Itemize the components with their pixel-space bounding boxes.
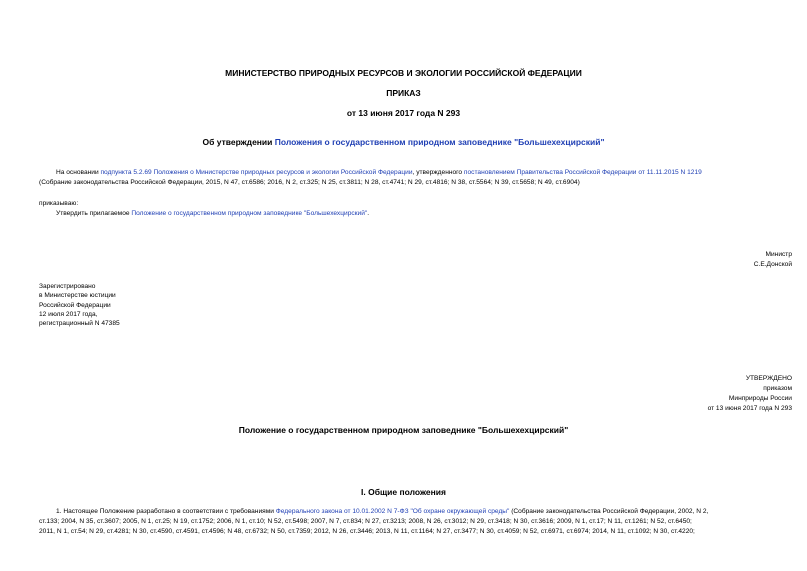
registration-line: регистрационный N 47385 bbox=[39, 320, 120, 328]
preamble-line-2: (Собрание законодательства Российской Федерации, 2015, N 47, ст.6586; 2016, N 2, ст.325; N 25, ст.3811; N 28, ст.4741; N 29, ст.4816; N 38, ст.5564; N 39, ст.5658; N 49, ст.6904) bbox=[39, 179, 580, 186]
section-heading: I. Общие положения bbox=[361, 487, 446, 497]
document-type: ПРИКАЗ bbox=[386, 88, 421, 98]
registration-block bbox=[39, 282, 120, 328]
government-decree-link[interactable]: постановлением Правительства Российской Федерации от 11.11.2015 N 1219 bbox=[463, 169, 702, 176]
approved-line: УТВЕРЖДЕНО bbox=[745, 375, 792, 382]
registration-line: Зарегистрировано bbox=[39, 283, 96, 290]
preamble-start: На основании bbox=[56, 169, 101, 176]
approved-line: приказом bbox=[763, 385, 792, 392]
document-title bbox=[0, 137, 807, 147]
approve-start: Утвердить прилагаемое bbox=[56, 210, 132, 217]
signature-name: С.Е.Донской bbox=[753, 261, 792, 268]
p1-rest: (Собрание законодательства Российской Федерации, 2002, N 2, bbox=[509, 508, 709, 515]
paragraph-1-line-3: 2011, N 1, ст.54; N 29, ст.4281; N 30, ст.4590, ст.4591, ст.4596; N 48, ст.6732; N 50, ст.7359; 2012, N 26, ст.3446; 2013, N 11, ст.1164; N 27, ст.3477; N 30, ст.4059; N 52, ст.6971, ст.6974; 2014, N 11, ст.1092; N 30, ст.4220; bbox=[39, 528, 695, 535]
approve-regulation-link[interactable]: Положение о государственном природном заповеднике "Большехехцирский" bbox=[131, 210, 368, 217]
p1-start: 1. Настоящее Положение разработано в соответствии с требованиями bbox=[56, 508, 276, 515]
approved-line: Минприроды России bbox=[728, 395, 792, 402]
approved-block bbox=[708, 374, 792, 414]
paragraph-1-line-2: ст.133; 2004, N 35, ст.3607; 2005, N 1, ст.25; N 19, ст.1752; 2006, N 1, ст.10; N 52, ст.5498; 2007, N 7, ст.834; N 27, ст.3213; 2008, N 26, ст.3012; N 29, ст.3418; N 30, ст.3616; 2009, N 1, ст.17; N 11, ст.1261; N 52, ст.6450; bbox=[39, 518, 692, 525]
ministry-heading: МИНИСТЕРСТВО ПРИРОДНЫХ РЕСУРСОВ И ЭКОЛОГИИ РОССИЙСКОЙ ФЕДЕРАЦИИ bbox=[225, 68, 582, 78]
preamble-line-1 bbox=[56, 168, 702, 177]
document-date-number: от 13 июня 2017 года N 293 bbox=[346, 108, 461, 118]
approve-end: . bbox=[367, 210, 370, 217]
signature-block bbox=[754, 250, 792, 270]
preamble-mid: , утвержденного bbox=[412, 169, 464, 176]
approve-line bbox=[56, 209, 369, 218]
signature-position: Министр bbox=[765, 251, 792, 258]
federal-law-link[interactable]: Федерального закона от 10.01.2002 N 7-ФЗ "Об охране окружающей среды" bbox=[275, 508, 510, 515]
paragraph-1-line-1 bbox=[56, 507, 708, 516]
regulation-link[interactable]: Положения о государственном природном заповеднике "Большехехцирский" bbox=[274, 137, 605, 147]
order-word: приказываю: bbox=[39, 200, 79, 207]
registration-line: 12 июля 2017 года, bbox=[39, 310, 98, 318]
registration-line: в Министерстве юстиции bbox=[39, 292, 116, 300]
approved-line: от 13 июня 2017 года N 293 bbox=[707, 405, 792, 412]
registration-line: Российской Федерации bbox=[39, 301, 111, 309]
title-prefix: Об утверждении bbox=[202, 137, 275, 147]
ministry-regulation-link[interactable]: подпункта 5.2.69 Положения о Министерстве природных ресурсов и экологии Российской Федерации bbox=[100, 169, 413, 176]
regulation-title: Положение о государственном природном заповеднике "Большехехцирский" bbox=[238, 425, 569, 435]
